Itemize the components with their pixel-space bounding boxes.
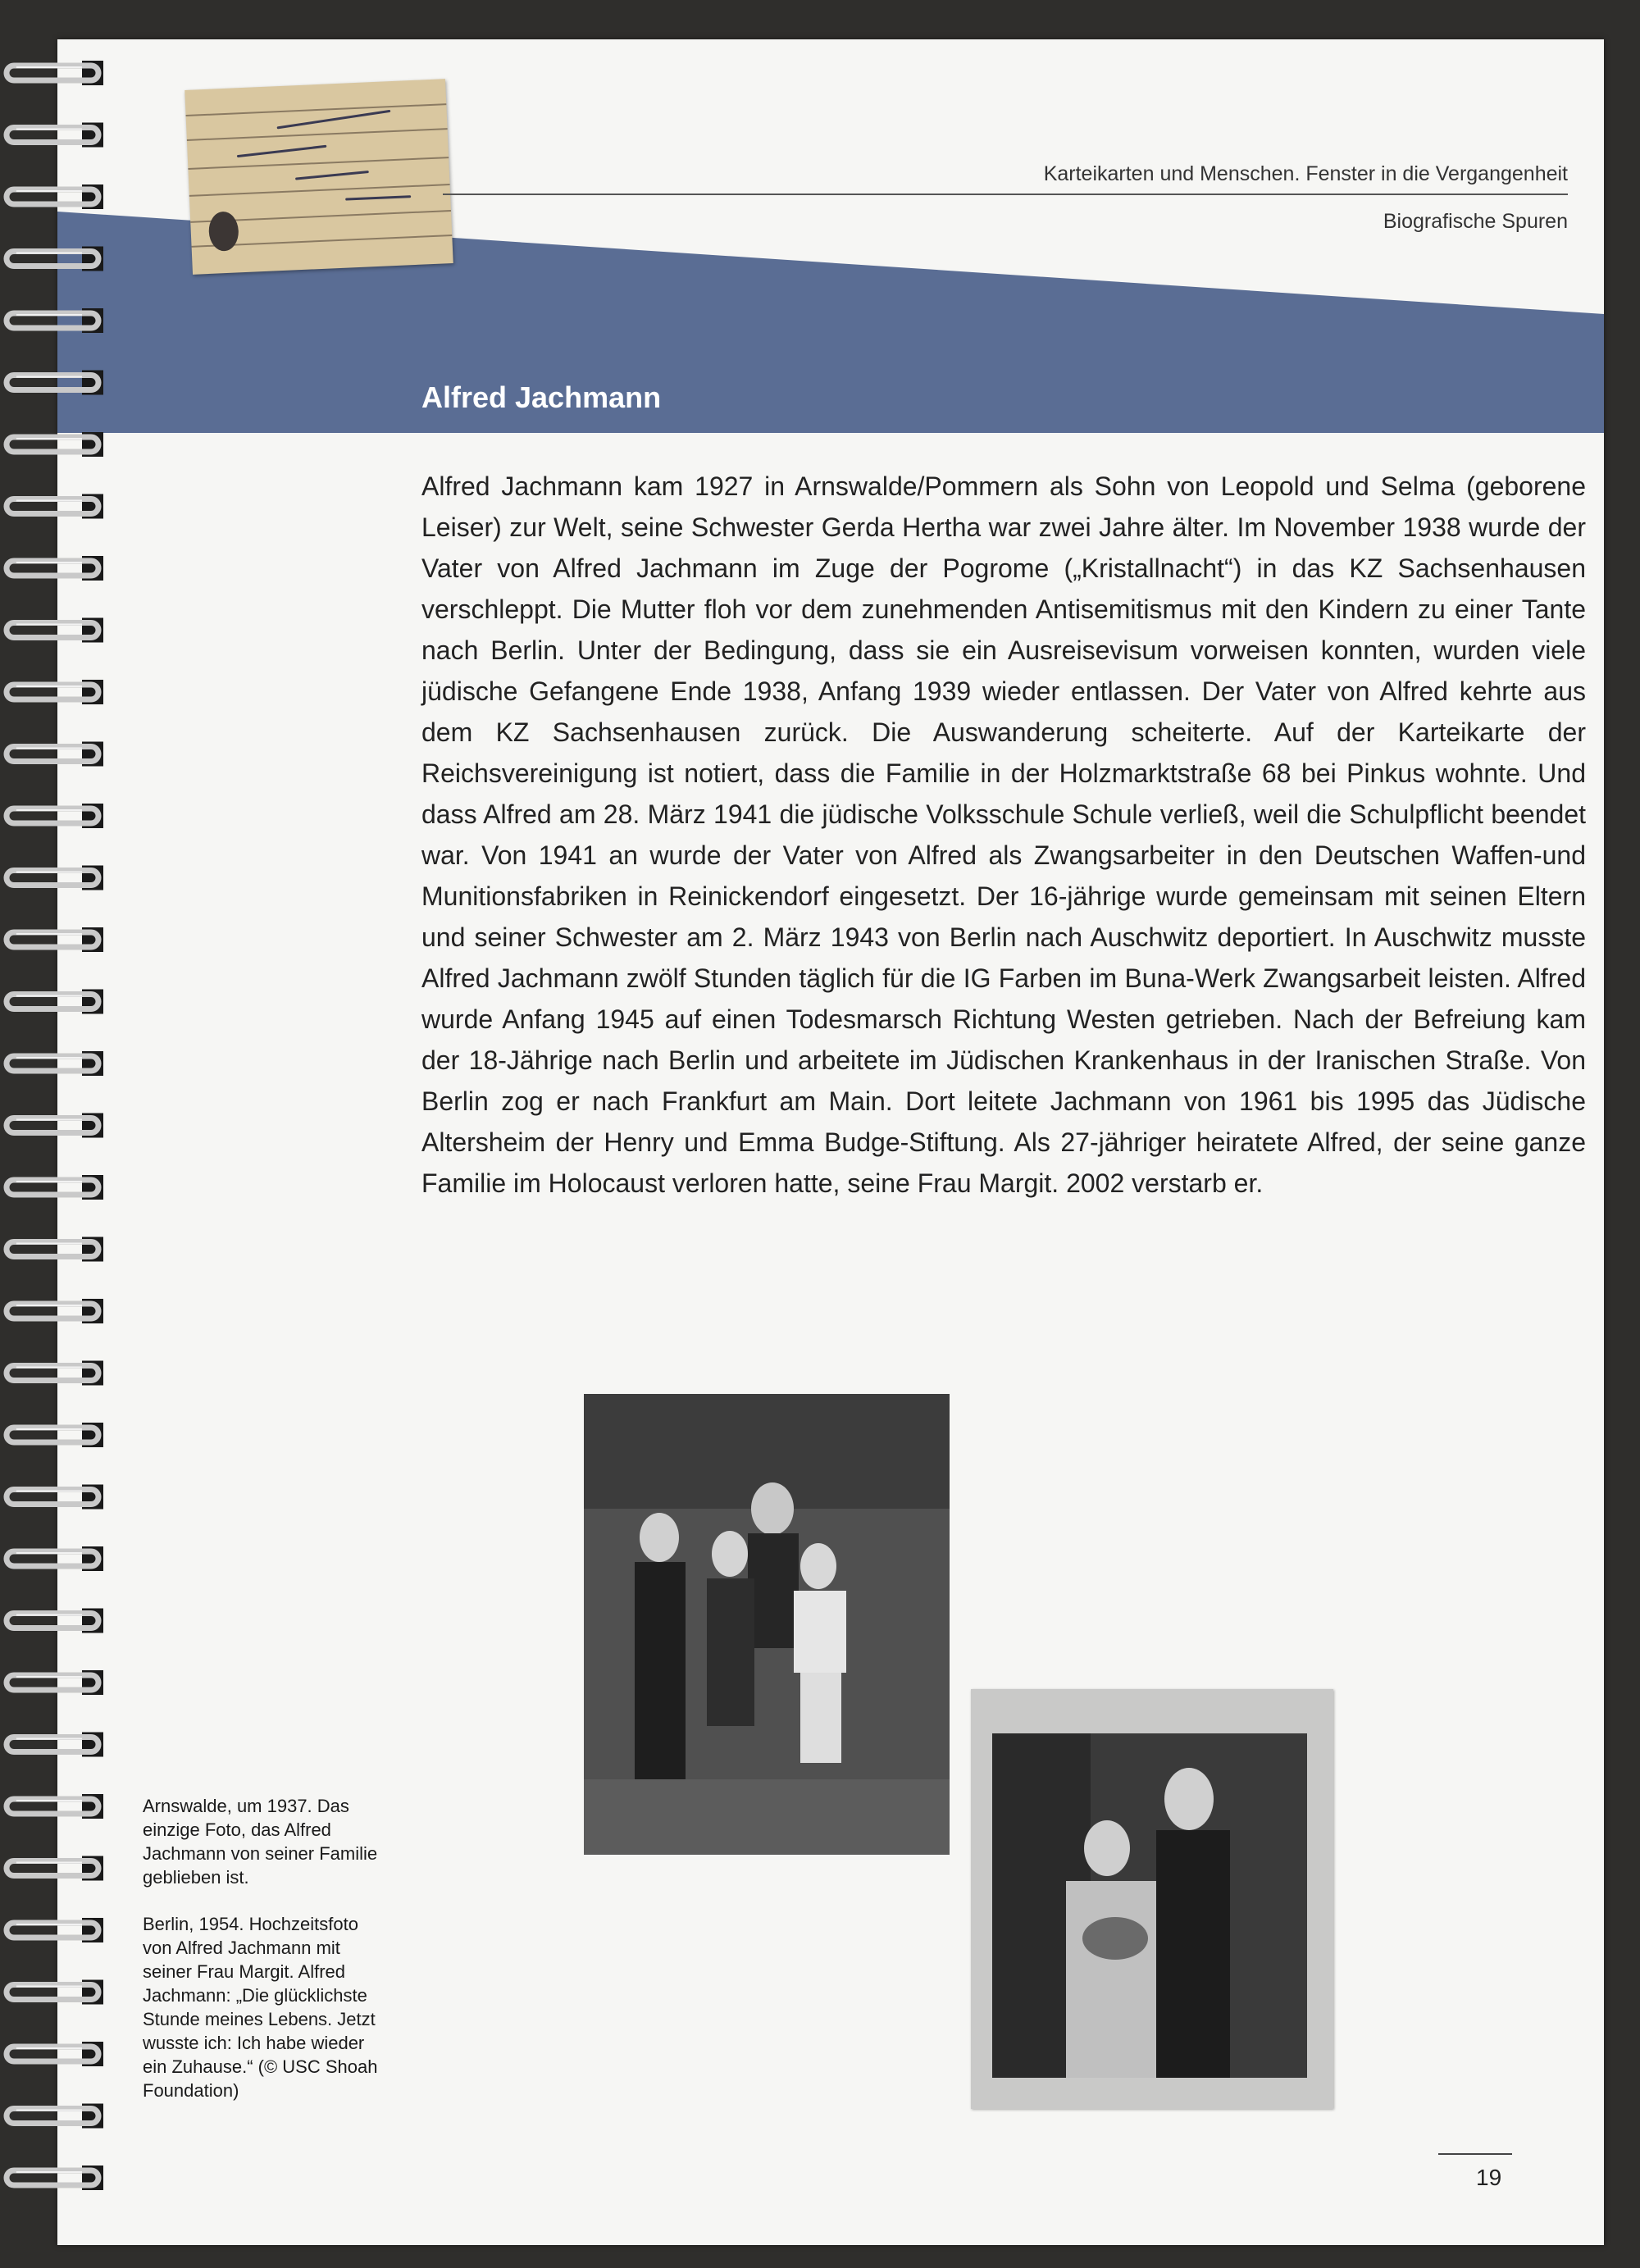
wedding-photo (992, 1733, 1307, 2078)
binding-ring (7, 1856, 103, 1881)
binding-ring (7, 990, 103, 1014)
binding-ring (7, 1980, 103, 2005)
binding-ring (7, 618, 103, 643)
binding-ring (7, 2166, 103, 2190)
binding-ring (7, 1670, 103, 1695)
binding-ring (7, 742, 103, 767)
binding-ring (7, 1237, 103, 1262)
binding-ring (7, 1609, 103, 1633)
biography-paragraph: Alfred Jachmann kam 1927 in Arnswalde/Pommern als Sohn von Leopold und Selma (geborene Leiser) zur Welt, seine Schwester Gerda Hertha war zwei Jahre älter. Im November 1938 wurde der Vater von Alfred Jachmann im Zuge der Pogrome („Kristallnacht“) in das KZ Sachsenhausen verschleppt. Die Mutter floh vor dem zunehmenden Antisemitismus mit den Kindern zu einer Tante nach Berlin. Unter der Bedingung, dass sie ein Ausreisevisum vorweisen konnten, wurden viele jüdische Gefangene Ende 1938, Anfang 1939 wieder entlassen. Der Vater von Alfred kehrte aus dem KZ Sachsenhausen zurück. Die Auswanderung scheiterte. Auf der Karteikarte der Reichsvereinigung ist notiert, dass die Familie in der Holzmarktstraße 68 bei Pinkus wohnte. Und dass Alfred am 28. März 1941 die jüdische Volksschule Schule verließ, weil die Schulpflicht beendet war. Von 1941 an wurde der Vater von Alfred als Zwangsarbeiter in den Deutschen Waffen-und Munitionsfabriken in Reinickendorf eingesetzt. Der 16-jährige wurde gemeinsam mit seinen Eltern und seiner Schwester am 2. März 1943 von Berlin nach Auschwitz deportiert. In Auschwitz musste Alfred Jachmann zwölf Stunden täglich für die IG Farben im Buna-Werk Zwangsarbeit leisten. Alfred wurde Anfang 1945 auf einen Todesmarsch Richtung Westen getrieben. Nach der Befreiung kam der 18-Jährige nach Berlin und arbeitete im Jüdischen Krankenhaus in der Iranischen Straße. Von Berlin zog er nach Frankfurt am Main. Dort leitete Jachmann von 1961 bis 1995 das Jüdische Altersheim der Henry und Emma Budge-Stiftung. Als 27-jähriger heiratete Alfred, der seine ganze Familie im Holocaust verloren hatte, seine Frau Margit. 2002 verstarb er. (421, 471, 1586, 1198)
caption-wedding-photo: Berlin, 1954. Hochzeitsfoto von Alfred Jachmann mit seiner Frau Margit. Alfred Jachmann: „Die glücklichste Stunde meines Lebens. Jetzt wusste ich: Ich habe wieder ein Zuhause.“ (© USC Shoah Foundation) (143, 1914, 378, 2101)
binding-ring (7, 2042, 103, 2066)
index-card-image (184, 79, 453, 275)
page-number-rule (1438, 2153, 1512, 2155)
binding-ring (7, 1114, 103, 1138)
binding-ring (7, 432, 103, 457)
spiral-binding (0, 49, 115, 2214)
binding-ring (7, 1918, 103, 1942)
binding-ring (7, 680, 103, 704)
binding-ring (7, 2104, 103, 2129)
binding-ring (7, 1299, 103, 1323)
binding-ring (7, 1794, 103, 1819)
running-header-title: Karteikarten und Menschen. Fenster in die Vergangenheit (1043, 162, 1568, 185)
binding-ring (7, 247, 103, 271)
binding-ring (7, 1051, 103, 1076)
binding-ring (7, 1423, 103, 1447)
binding-ring (7, 804, 103, 828)
family-photo (584, 1394, 950, 1855)
binding-ring (7, 494, 103, 519)
binding-ring (7, 308, 103, 333)
binding-ring (7, 1361, 103, 1386)
running-header-subtitle: Biografische Spuren (1383, 210, 1568, 233)
binding-ring (7, 123, 103, 148)
header-divider (443, 194, 1568, 195)
binding-ring (7, 866, 103, 890)
binding-ring (7, 1733, 103, 1757)
page-number: 19 (1476, 2165, 1502, 2190)
binding-ring (7, 1546, 103, 1571)
binding-ring (7, 1175, 103, 1200)
binding-ring (7, 61, 103, 85)
binding-ring (7, 927, 103, 952)
binding-ring (7, 556, 103, 581)
book-page (57, 39, 1604, 2245)
binding-ring (7, 184, 103, 209)
section-title: Alfred Jachmann (421, 380, 662, 414)
binding-ring (7, 1485, 103, 1510)
caption-family-photo: Arnswalde, um 1937. Das einzige Foto, das Alfred Jachmann von seiner Familie geblieben ist. (143, 1796, 378, 1888)
binding-ring (7, 371, 103, 395)
